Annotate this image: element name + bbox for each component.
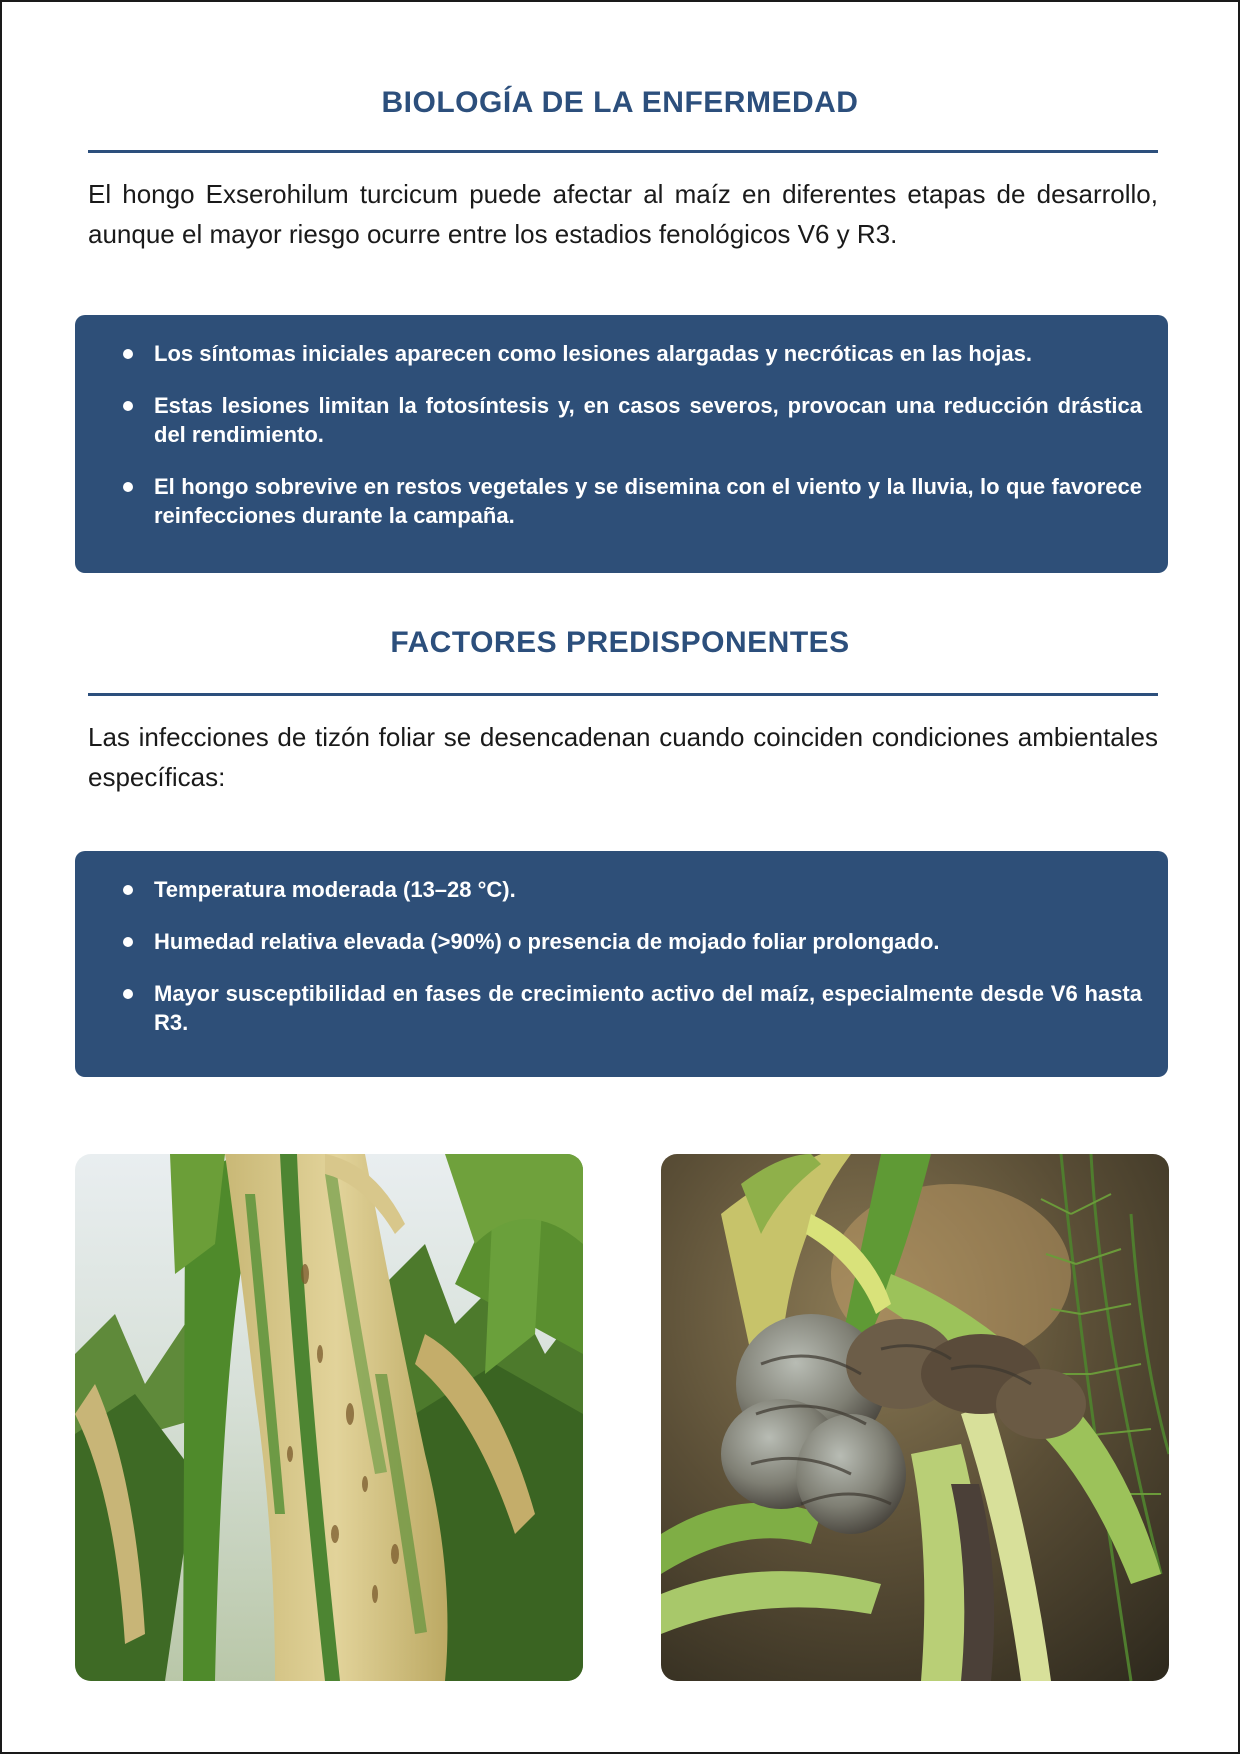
- section-title-biology: BIOLOGÍA DE LA ENFERMEDAD: [381, 86, 859, 119]
- panel-biology: [75, 315, 1168, 573]
- corn-leaf-blight-illustration: [75, 1154, 583, 1681]
- section-title-factors: FACTORES PREDISPONENTES: [390, 626, 850, 659]
- list-item: Mayor susceptibilidad en fases de crecimiento activo del maíz, especialmente desde V6 hasta R3.: [101, 979, 1142, 1037]
- list-item: Estas lesiones limitan la fotosíntesis y, en casos severos, provocan una reducción drástica del rendimiento.: [101, 391, 1142, 449]
- photo-corn-smut-galls: [661, 1154, 1169, 1681]
- intro-factors: Las infecciones de tizón foliar se desencadenan cuando coinciden condiciones ambientales específicas:: [88, 722, 1158, 792]
- photo-blighted-corn-leaf: [75, 1154, 583, 1681]
- list-item: El hongo sobrevive en restos vegetales y se disemina con el viento y la lluvia, lo que favorece reinfecciones durante la campaña.: [101, 472, 1142, 530]
- intro-biology: El hongo Exserohilum turcicum puede afectar al maíz en diferentes etapas de desarrollo, aunque el mayor riesgo ocurre entre los estadios fenológicos V6 y R3.: [88, 179, 1158, 249]
- list-item: Humedad relativa elevada (>90%) o presencia de mojado foliar prolongado.: [101, 927, 1142, 956]
- bullet-dot-icon: [123, 401, 133, 411]
- bullet-dot-icon: [123, 937, 133, 947]
- bullet-list-biology: [101, 339, 1142, 530]
- list-item: Temperatura moderada (13–28 °C).: [101, 875, 1142, 904]
- bullet-list-factors: [101, 875, 1142, 1037]
- list-item: Los síntomas iniciales aparecen como lesiones alargadas y necróticas en las hojas.: [101, 339, 1142, 368]
- bullet-dot-icon: [123, 482, 133, 492]
- panel-factors: [75, 851, 1168, 1077]
- bullet-dot-icon: [123, 989, 133, 999]
- title-rule-factors: [88, 693, 1158, 696]
- bullet-dot-icon: [123, 349, 133, 359]
- corn-smut-illustration: [661, 1154, 1169, 1681]
- bullet-dot-icon: [123, 885, 133, 895]
- title-rule-biology: [88, 150, 1158, 153]
